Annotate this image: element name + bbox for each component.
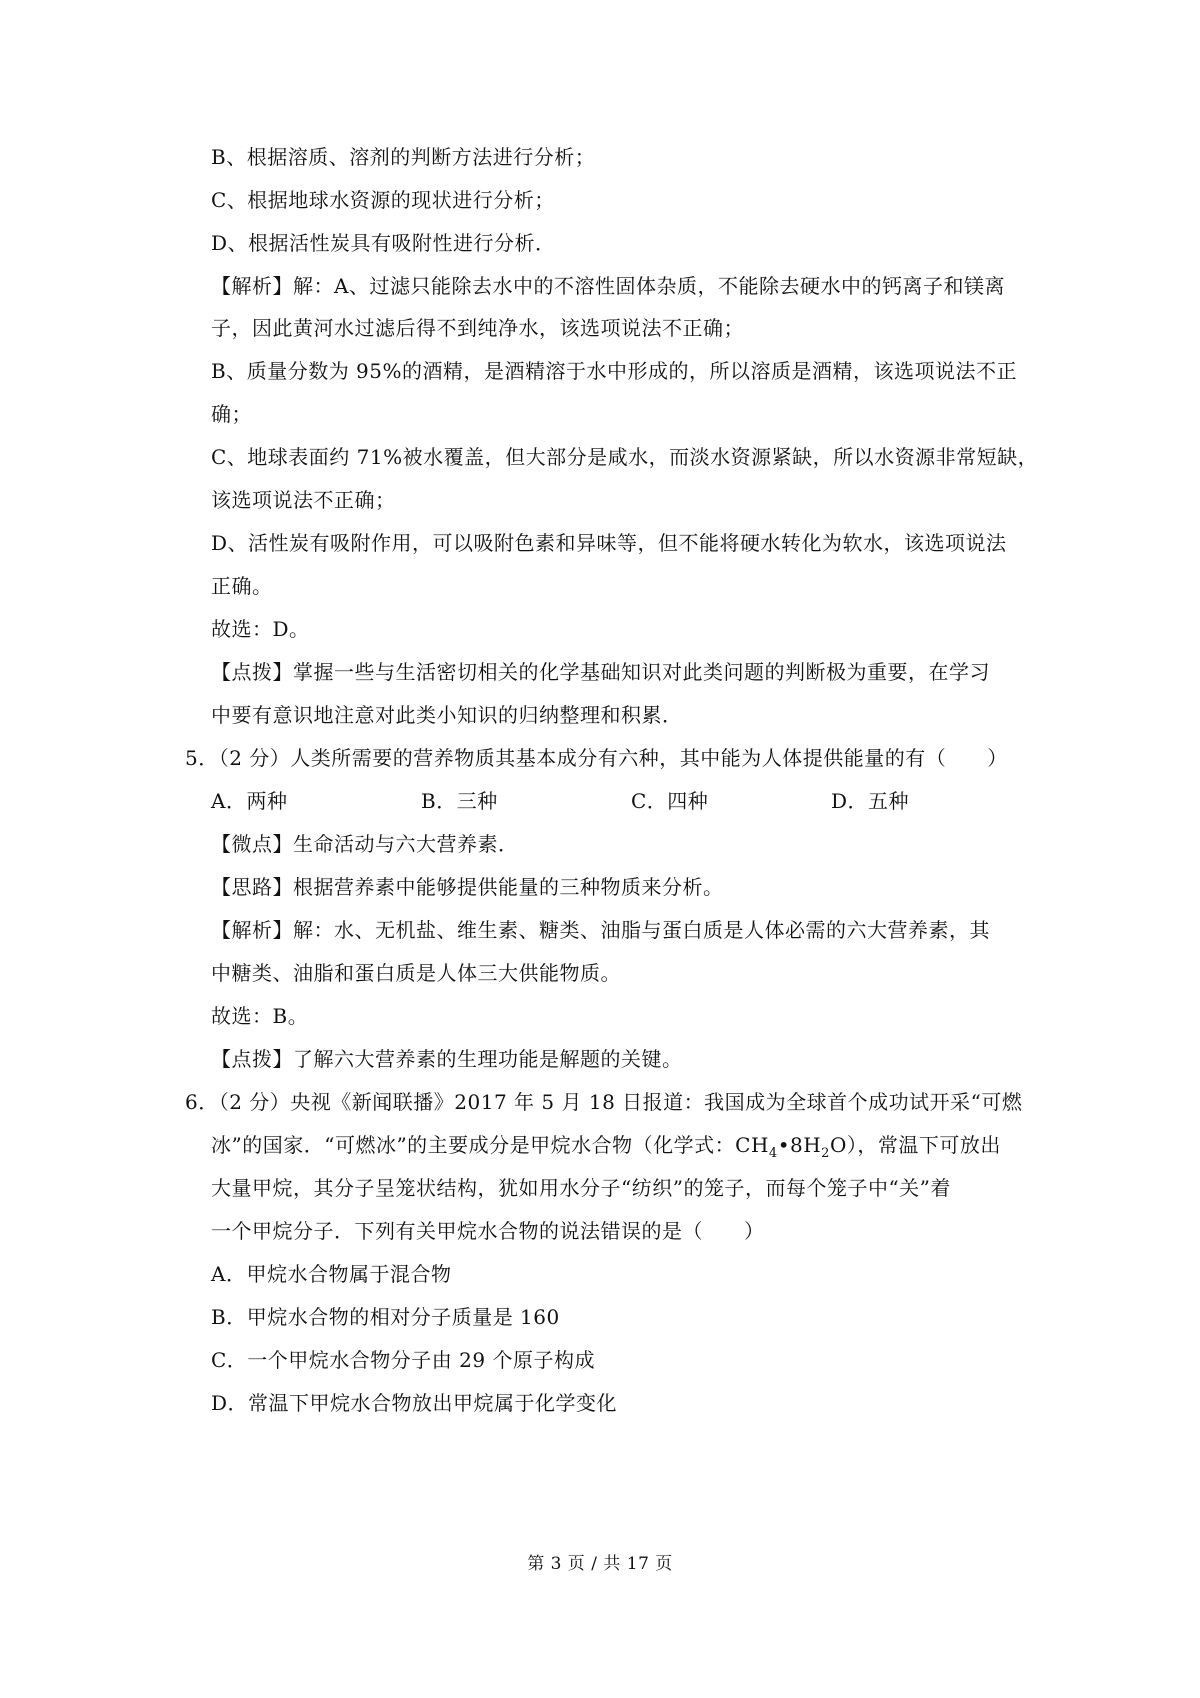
question-6-stem: 大量甲烷，其分子呈笼状结构，犹如用水分子“纺织”的笼子，而每个笼子中“关”着 (211, 1176, 951, 1200)
solution-line: D、活性炭有吸附作用，可以吸附色素和异味等，但不能将硬水转化为软水，该选项说法 (211, 531, 1007, 555)
option-c: C．四种 (631, 789, 709, 813)
analysis-line-b: B、根据溶质、溶剂的判断方法进行分析； (211, 145, 596, 169)
question-6-stem: 冰”的国家．“可燃冰”的主要成分是甲烷水合物（化学式：$CH_4•8H_2O$），常温下可放出 (211, 1133, 1001, 1161)
option-c: C．一个甲烷水合物分子由 29 个原子构成 (211, 1348, 595, 1372)
solution-line: 【解析】解：水、无机盐、维生素、糖类、油脂与蛋白质是人体必需的六大营养素，其 (211, 918, 990, 942)
solution-line: 确； (211, 402, 252, 426)
tip-line: 【点拨】了解六大营养素的生理功能是解题的关键。 (211, 1047, 683, 1071)
option-d: D．常温下甲烷水合物放出甲烷属于化学变化 (211, 1391, 618, 1415)
option-b: B．三种 (421, 789, 498, 813)
analysis-line-d: D、根据活性炭具有吸附性进行分析． (211, 231, 556, 255)
tip-line: 中要有意识地注意对此类小知识的归纳整理和积累． (211, 703, 683, 727)
tip-line: 【点拨】掌握一些与生活密切相关的化学基础知识对此类问题的判断极为重要，在学习 (211, 660, 990, 684)
question-6-stem: 6．（2 分）央视《新闻联播》2017 年 5 月 18 日报道：我国成为全球首个成功试开采“可燃 (185, 1090, 1023, 1114)
option-d: D．五种 (831, 789, 910, 813)
keypoint-line: 【微点】生命活动与六大营养素． (211, 832, 519, 856)
analysis-line-c: C、根据地球水资源的现状进行分析； (211, 188, 555, 212)
solution-line: 中糖类、油脂和蛋白质是人体三大供能物质。 (211, 961, 621, 985)
solution-line: 该选项说法不正确； (211, 488, 396, 512)
question-6-stem: 一个甲烷分子．下列有关甲烷水合物的说法错误的是（ ） (211, 1219, 765, 1243)
question-5-options (211, 787, 971, 815)
solution-line: B、质量分数为 95%的酒精，是酒精溶于水中形成的，所以溶质是酒精，该选项说法不正 (211, 359, 1018, 383)
option-b: B．甲烷水合物的相对分子质量是 160 (211, 1305, 560, 1329)
option-a: A．甲烷水合物属于混合物 (211, 1262, 452, 1286)
option-a: A．两种 (211, 789, 288, 813)
question-5-stem: 5．（2 分）人类所需要的营养物质其基本成分有六种，其中能为人体提供能量的有（ ） (185, 746, 1008, 770)
approach-line: 【思路】根据营养素中能够提供能量的三种物质来分析。 (211, 875, 724, 899)
solution-line: 正确。 (211, 574, 273, 598)
solution-line: 子，因此黄河水过滤后得不到纯净水，该选项说法不正确； (211, 316, 744, 340)
page-number: 第 3 页 / 共 17 页 (527, 1554, 673, 1574)
solution-line: C、地球表面约 71%被水覆盖，但大部分是咸水，而淡水资源紧缺，所以水资源非常短缺， (211, 445, 1039, 469)
answer-line: 故选：D。 (211, 617, 310, 641)
answer-line: 故选：B。 (211, 1004, 309, 1028)
solution-line: 【解析】解：A、过滤只能除去水中的不溶性固体杂质，不能除去硬水中的钙离子和镁离 (211, 274, 1005, 298)
